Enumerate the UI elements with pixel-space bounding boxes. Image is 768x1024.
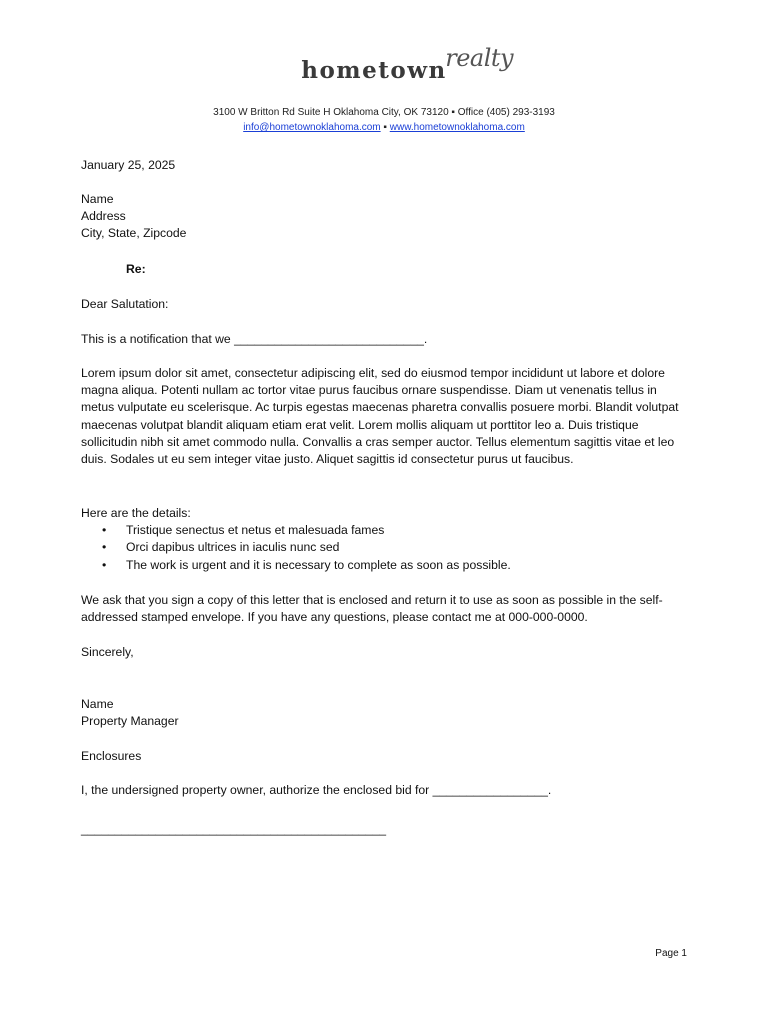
company-logo xyxy=(301,44,514,104)
owner-signature-line: _____________________________________________ xyxy=(81,822,387,836)
bullet-icon: • xyxy=(102,540,107,555)
logo-script: realty xyxy=(445,44,514,72)
recipient-name: Name xyxy=(81,192,114,206)
closing: Sincerely, xyxy=(81,645,134,659)
logo-wordmark: hometown xyxy=(301,57,447,84)
contact-separator: ▪ xyxy=(380,122,390,133)
salutation: Dear Salutation: xyxy=(81,297,169,311)
letterhead-address: 3100 W Britton Rd Suite H Oklahoma City, OK 73120 ▪ Office (405) 293-3193 xyxy=(213,107,555,118)
letterhead xyxy=(0,44,768,104)
list-item: • The work is urgent and it is necessary to complete as soon as possible. xyxy=(81,557,691,574)
signer-title: Property Manager xyxy=(81,714,179,729)
recipient-address: Address xyxy=(81,209,126,224)
notification-line: This is a notification that we ____________________________. xyxy=(81,332,428,346)
list-item: • Tristique senectus et netus et malesuada fames xyxy=(81,522,691,539)
enclosures-note: Enclosures xyxy=(81,749,142,763)
letter-date: January 25, 2025 xyxy=(81,158,176,172)
recipient-city: City, State, Zipcode xyxy=(81,226,187,241)
letterhead-contact xyxy=(0,122,768,133)
website-link[interactable]: www.hometownoklahoma.com xyxy=(389,122,525,133)
signature-block xyxy=(81,696,691,730)
recipient-block xyxy=(81,191,691,243)
request-paragraph: We ask that you sign a copy of this letter that is enclosed and return it to use as soon as possible in the self-addressed stamped envelope. If you have any questions, please contact me at 000-000-0000. xyxy=(81,593,663,625)
details-intro: Here are the details: xyxy=(81,506,191,520)
authorization-line: I, the undersigned property owner, authorize the enclosed bid for _________________. xyxy=(81,783,552,797)
body-paragraph: Lorem ipsum dolor sit amet, consectetur adipiscing elit, sed do eiusmod tempor incididunt ut labore et dolore magna aliqua. Potenti nullam ac tortor vitae purus faucibus ornare suspendisse. Diam ut venenatis tellus in metus vulputate eu scelerisque. Ac turpis egestas maecenas pharetra convallis posuere morbi. Blandit volutpat maecenas volutpat blandit aliquam etiam erat velit. Lorem mollis aliquam ut porttitor leo a. Duis tristique sollicitudin nibh sit amet commodo nulla. Convallis a cras semper auctor. Tellus elementum sagittis vitae et leo duis. Sodales ut eu sem integer vitae justo. Aliquet sagittis id consectetur purus ut faucibus. xyxy=(81,366,679,467)
details-section xyxy=(81,505,691,574)
page-number: Page 1 xyxy=(655,948,687,959)
email-link[interactable]: info@hometownoklahoma.com xyxy=(243,122,381,133)
bullet-icon: • xyxy=(102,557,107,572)
bullet-icon: • xyxy=(102,523,107,538)
re-label: Re: xyxy=(126,262,146,276)
details-list xyxy=(81,522,691,574)
list-item: • Orci dapibus ultrices in iaculis nunc sed xyxy=(81,539,691,556)
signer-name: Name xyxy=(81,697,114,711)
